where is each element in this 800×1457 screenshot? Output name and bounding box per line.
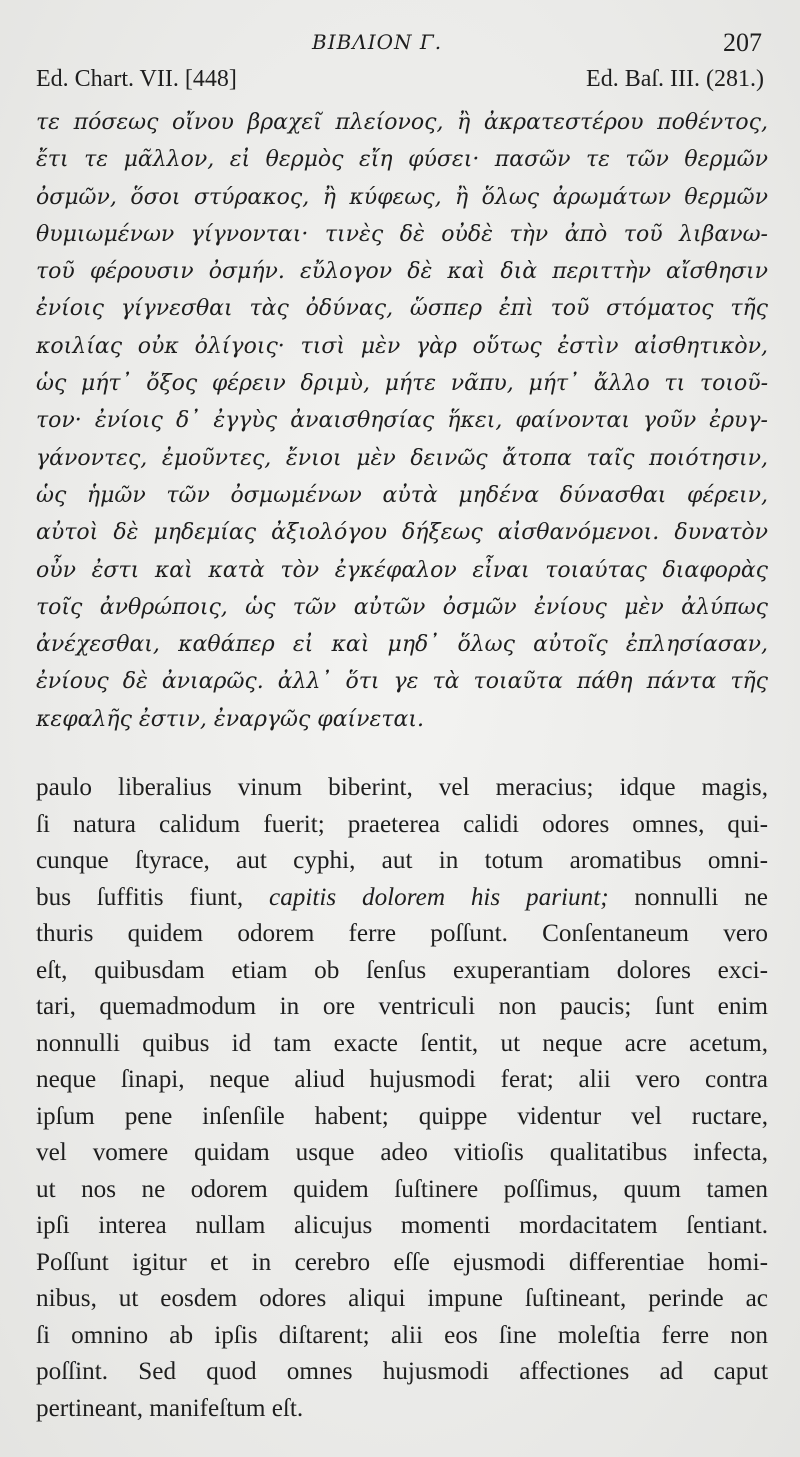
greek-line: τοῖς ἀνθρώποις, ὡς τῶν αὐτῶν ὀσμῶν ἐνίους μὲν ἀλύπως — [36, 594, 768, 620]
page-number: 207 — [723, 28, 762, 57]
latin-line: nonnulli quibus id tam exacte ſentit, ut neque acre acetum, — [36, 1029, 768, 1057]
greek-line: αὐτοὶ δὲ μηδεμίας ἀξιολόγου δήξεως αἰσθανόμενοι. δυνατὸν — [36, 520, 768, 546]
latin-line: ſi natura calidum fuerit; praeterea calidi odores omnes, qui- — [36, 810, 768, 838]
greek-line: ὡς μήτ᾽ ὄξος φέρειν δριμὺ, μήτε νᾶπυ, μήτ᾽ ἄλλο τι τοιοῦ- — [36, 371, 768, 397]
greek-line: θυμιωμένων γίγνονται· τινὲς δὲ οὐδὲ τὴν ἀπὸ τοῦ λιβανω- — [36, 221, 768, 247]
greek-line: τον· ἐνίοις δ᾽ ἐγγὺς ἀναισθησίας ἥκει, φαίνονται γοῦν ἐρυγ- — [36, 408, 768, 434]
greek-line: κεφαλῆς ἐστιν, ἐναργῶς φαίνεται. — [36, 706, 424, 732]
latin-line: eſt, quibusdam etiam ob ſenſus exuperantiam dolores exci- — [36, 956, 768, 984]
greek-line: οὖν ἐστι καὶ κατὰ τὸν ἐγκέφαλον εἶναι τοιαύτας διαφορὰς — [36, 557, 768, 583]
latin-line: Poſſunt igitur et in cerebro eſſe ejusmodi differentiae homi- — [36, 1248, 768, 1276]
greek-line: ὀσμῶν, ὅσοι στύρακος, ἢ κύφεως, ἢ ὅλως ἀρωμάτων θερμῶν — [36, 184, 768, 210]
greek-line: κοιλίας οὐκ ὀλίγοις· τισὶ μὲν γὰρ οὕτως ἐστὶν αἰσθητικὸν, — [36, 333, 768, 359]
latin-line: nibus, ut eosdem odores aliqui impune ſuſtineant, perinde ac — [36, 1285, 768, 1312]
greek-line: ἔτι τε μᾶλλον, εἰ θερμὸς εἴη φύσει· πασῶν τε τῶν θερμῶν — [36, 147, 768, 173]
latin-line: poſſint. Sed quod omnes hujusmodi affectiones ad caput — [36, 1358, 768, 1385]
running-head — [0, 26, 800, 62]
latin-line: ut nos ne odorem quidem ſuſtinere poſſimus, quum tamen — [36, 1175, 768, 1203]
latin-line: ſi omnino ab ipſis diſtarent; alii eos ſine moleſtia ferre non — [36, 1321, 768, 1349]
latin-line: thuris quidem odorem ferre poſſunt. Conſentaneum vero — [36, 920, 768, 947]
latin-line: paulo liberalius vinum biberint, vel meracius; idque magis, — [36, 774, 768, 801]
latin-line: neque ſinapi, neque aliud hujusmodi ferat; alii vero contra — [36, 1066, 768, 1093]
latin-line-end: nonnulli ne — [608, 883, 768, 911]
greek-text-block — [36, 104, 768, 738]
greek-line: τοῦ φέρουσιν ὀσμήν. εὔλογον δὲ καὶ διὰ περιττὴν αἴσθησιν — [36, 259, 768, 285]
greek-line: ὡς ἡμῶν τῶν ὀσμωμένων αὐτὰ μηδένα δύνασθαι φέρειν, — [36, 482, 768, 508]
edition-references — [0, 66, 800, 100]
greek-line: ἀνέχεσθαι, καθάπερ εἰ καὶ μηδ᾽ ὅλως αὐτοῖς ἐπλησίασαν, — [36, 632, 768, 658]
latin-line: ipſi interea nullam alicujus momenti mordacitatem ſentiant. — [36, 1212, 768, 1239]
edition-left: Ed. Chart. VII. [448] — [36, 66, 237, 92]
greek-line: τε πόσεως οἴνου βραχεῖ πλείονος, ἢ ἀκρατεστέρου ποθέντος, — [36, 110, 768, 135]
greek-line: ἐνίοις γίγνεσθαι τὰς ὀδύνας, ὥσπερ ἐπὶ τοῦ στόματος τῆς — [36, 296, 768, 322]
latin-line: vel vomere quidam usque adeo vitioſis qualitatibus infecta, — [36, 1139, 768, 1166]
latin-line: cunque ſtyrace, aut cyphi, aut in totum aromatibus omni- — [36, 847, 768, 874]
latin-italic-phrase: capitis dolorem his pariunt; — [269, 883, 609, 911]
latin-line-with-italic — [36, 880, 768, 917]
edition-right: Ed. Baſ. III. (281.) — [586, 66, 764, 92]
latin-line: pertineant, manifeſtum eſt. — [36, 1394, 304, 1422]
book-title: ΒΙΒΛΙΟΝ Γ. — [312, 30, 443, 54]
latin-line: ipſum pene inſenſile habent; quippe videntur vel ructare, — [36, 1102, 768, 1130]
latin-line-start: bus ſuffitis fiunt, — [36, 883, 270, 911]
latin-line: tari, quemadmodum in ore ventriculi non paucis; ſunt enim — [36, 993, 768, 1020]
greek-line: γάνοντες, ἐμοῦντες, ἔνιοι μὲν δεινῶς ἄτοπα ταῖς ποιότησιν, — [36, 445, 768, 471]
greek-line: ἐνίους δὲ ἀνιαρῶς. ἀλλ᾽ ὅτι γε τὰ τοιαῦτα πάθη πάντα τῆς — [36, 669, 768, 695]
latin-text-block — [36, 770, 768, 1427]
